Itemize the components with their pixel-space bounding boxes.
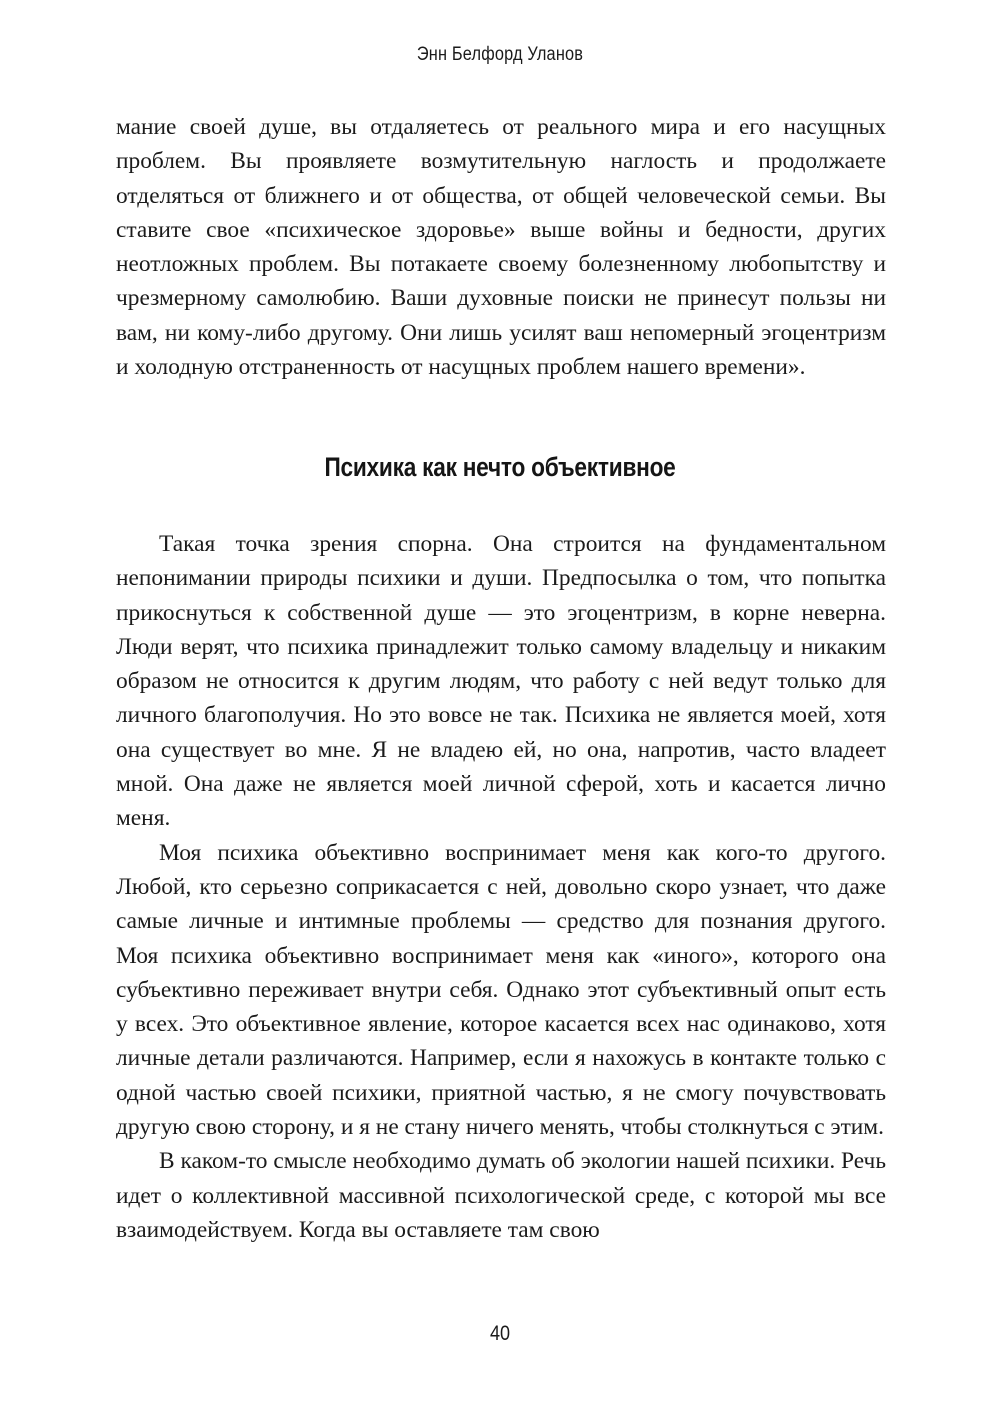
running-header: Энн Белфорд Уланов xyxy=(416,44,584,65)
paragraph-2: Моя психика объективно воспринимает меня как кого-то другого. Любой, кто серьезно соприкасается с ней, довольно скоро узнает, что даже самые личные и интимные проблемы — средство для познания другого. Моя психика объективно воспринимает меня как «иного», которого она субъективно переживает внутри себя. Однако этот субъективный опыт есть у всех. Это объективное явление, которое касается всех нас одинаково, хотя личные детали различаются. Например, если я нахожусь в контакте только с одной частью своей психики, приятной частью, я не смогу почувствовать другую свою сторону, и я не стану ничего менять, чтобы столкнуться с этим. xyxy=(116,839,886,1141)
body-text-main xyxy=(116,527,886,1247)
paragraph-continuation: мание своей душе, вы отдаляетесь от реального мира и его насущных проблем. Вы проявляете возмутительную наглость и продолжаете отделяться от ближнего и от общества, от общей человеческой семьи. Вы ставите свое «психическое здоровье» выше войны и бедности, других неотложных проблем. Вы потакаете своему болезненному любопытству и чрезмерному самолюбию. Ваши духовные поиски не принесут пользы ни вам, ни кому-либо другому. Они лишь усилят ваш непомерный эгоцентризм и холодную отстраненность от насущных проблем нашего времени». xyxy=(116,114,886,381)
paragraph-1: Такая точка зрения спорна. Она строится на фундаментальном непонимании природы психики и души. Предпосылка о том, что попытка прикоснуться к собственной душе — это эгоцентризм, в корне неверна. Люди верят, что психика принадлежит только самому владельцу и никаким образом не относится к другим людям, что работу с ней ведут только для личного благополучия. Но это вовсе не так. Психика не является моей, хотя она существует во мне. Я не владею ей, но она, напротив, часто владеет мной. Она даже не является моей личной сферой, хоть и касается лично меня. xyxy=(116,531,886,832)
section-heading: Психика как нечто объективное xyxy=(324,452,676,482)
page-number: 40 xyxy=(489,1322,511,1345)
paragraph-3: В каком-то смысле необходимо думать об экологии нашей психики. Речь идет о коллективной массивной психологической среде, с которой мы все взаимодействуем. Когда вы оставляете там свою xyxy=(116,1148,886,1243)
body-text-top xyxy=(116,110,886,384)
